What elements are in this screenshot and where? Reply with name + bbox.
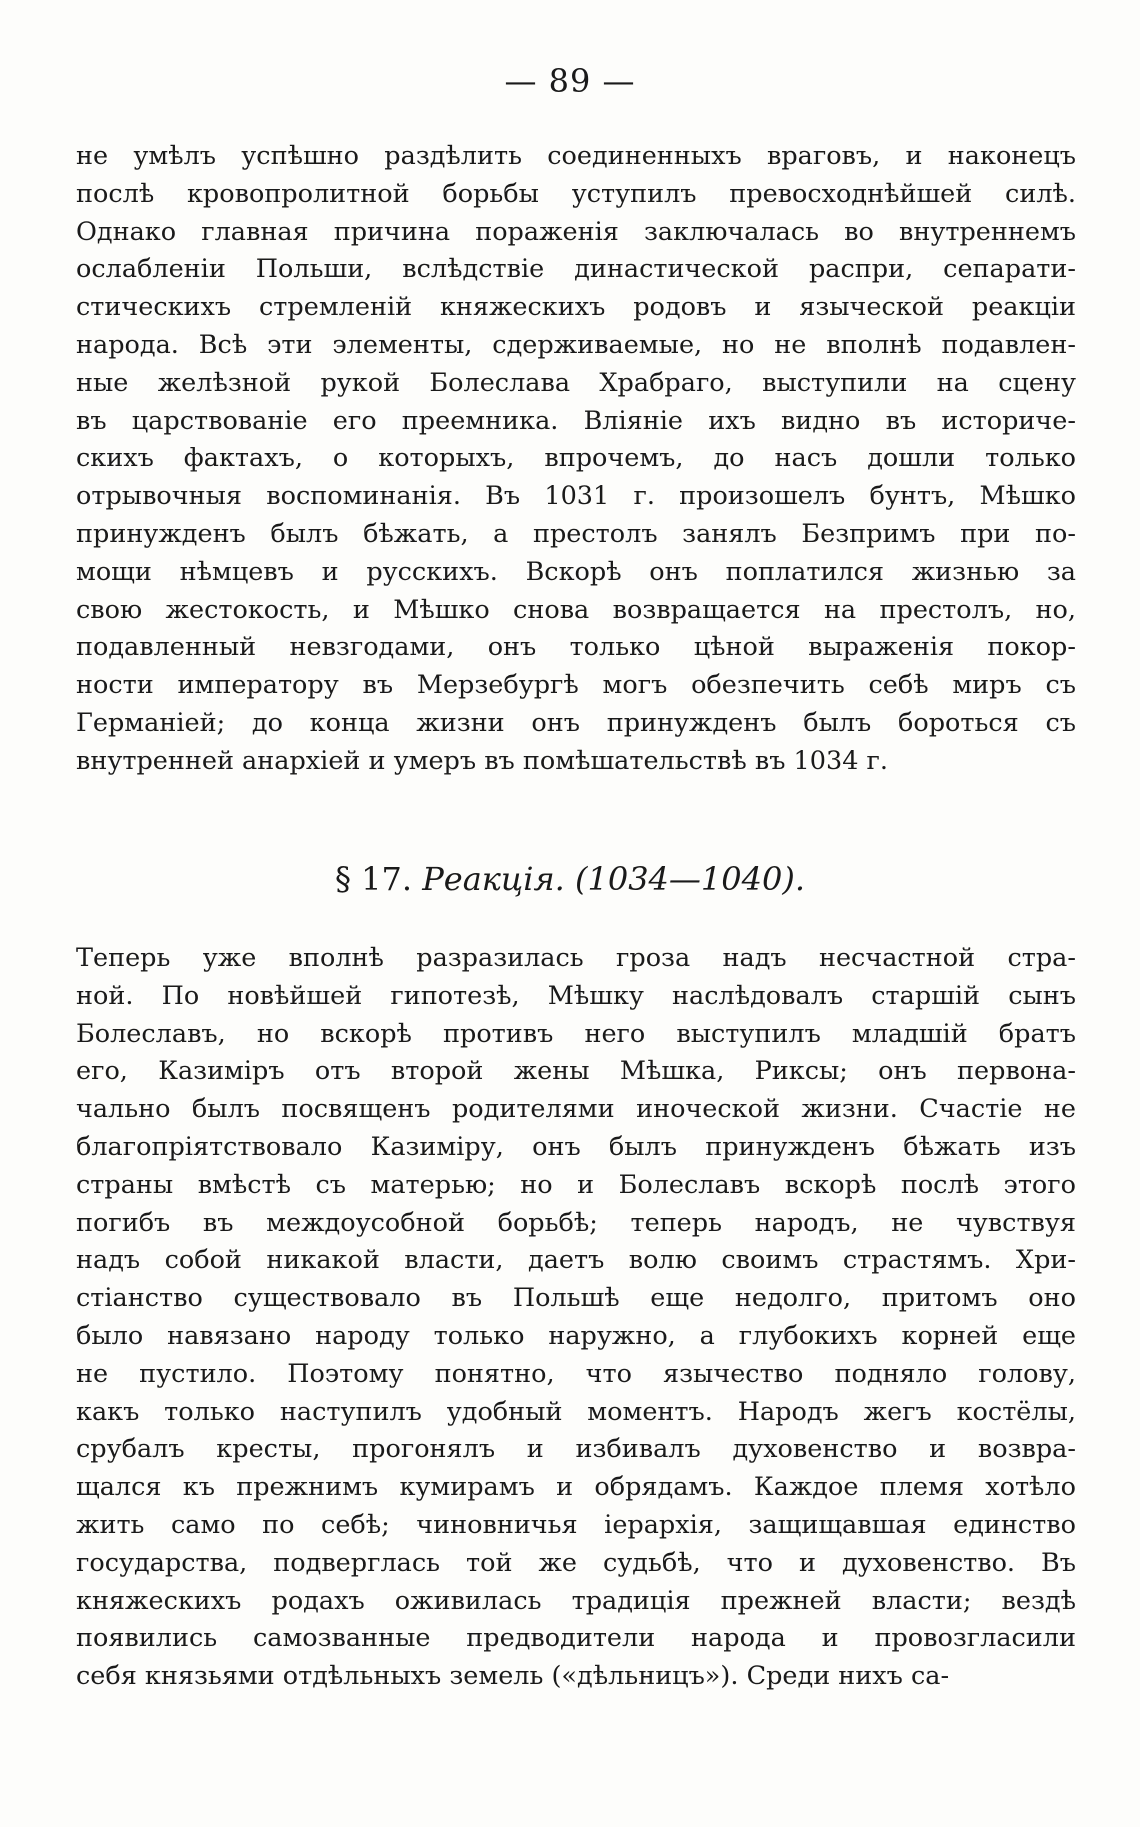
text-line: надъ собой никакой власти, даетъ волю своимъ страстямъ. Хри- [76,1245,1076,1276]
text-line: ные желѣзной рукой Болеслава Храбраго, выступили на сцену [76,367,1076,398]
paragraph-2 [76,940,1076,1696]
text-line: принужденъ былъ бѣжать, а престолъ занялъ Безпримъ при по- [76,518,1076,549]
text-line: не умѣлъ успѣшно раздѣлить соединенныхъ враговъ, и наконецъ [76,141,1076,171]
text-line: Однако главная причина пораженія заключалась во внутреннемъ [76,216,1076,247]
text-line: ослабленіи Польши, вслѣдствіе династической распри, сепарати- [76,254,1076,285]
page-number: — 89 — [504,62,636,100]
text-line: появились самозванные предводители народа и провозгласили [76,1623,1076,1654]
paragraph-1 [76,138,1076,781]
text-line: въ царствованіе его преемника. Вліяніе ихъ видно въ историче- [76,405,1076,436]
text-line: свою жестокость, и Мѣшко снова возвращается на престолъ, но, [76,594,1076,625]
text-line: ности императору въ Мерзебургѣ могъ обезпечить себѣ миръ съ [76,670,1076,701]
section-title: Реакція. (1034—1040). [422,860,805,898]
text-line: погибъ въ междоусобной борьбѣ; теперь народъ, не чувствуя [76,1207,1076,1238]
text-line: себя князьями отдѣльныхъ земель («дѣльницъ»). Среди нихъ са- [76,1661,950,1692]
text-line: Теперь уже вполнѣ разразилась гроза надъ несчастной стра- [76,943,1076,973]
text-line: какъ только наступилъ удобный моментъ. Народъ жегъ костёлы, [76,1396,1076,1427]
text-line: не пустило. Поэтому понятно, что язычество подняло голову, [76,1358,1076,1389]
text-line: жить само по себѣ; чиновничья іерархія, защищавшая единство [76,1509,1076,1540]
text-line: чально былъ посвященъ родителями иноческой жизни. Счастіе не [76,1094,1076,1125]
text-line: страны вмѣстѣ съ матерью; но и Болеславъ вскорѣ послѣ этого [76,1169,1076,1200]
text-line: ной. По новѣйшей гипотезѣ, Мѣшку наслѣдовалъ старшій сынъ [76,980,1076,1011]
text-line: Болеславъ, но вскорѣ противъ него выступилъ младшій братъ [76,1018,1076,1049]
text-line: благопріятствовало Казиміру, онъ былъ принужденъ бѣжать изъ [76,1131,1076,1162]
text-line: подавленный невзгодами, онъ только цѣной выраженія покор- [76,632,1076,663]
text-line: внутренней анархіей и умеръ въ помѣшательствѣ въ 1034 г. [76,745,889,776]
section-heading [0,860,1140,898]
text-line: послѣ кровопролитной борьбы уступилъ превосходнѣйшей силѣ. [76,178,1076,209]
text-line: народа. Всѣ эти элементы, сдерживаемые, но не вполнѣ подавлен- [76,329,1076,360]
text-line: стіанство существовало въ Польшѣ еще недолго, притомъ оно [76,1283,1076,1314]
text-line: мощи нѣмцевъ и русскихъ. Вскорѣ онъ поплатился жизнью за [76,556,1076,587]
text-line: срубалъ кресты, прогонялъ и избивалъ духовенство и возвра- [76,1434,1076,1465]
text-line: отрывочныя воспоминанія. Въ 1031 г. произошелъ бунтъ, Мѣшко [76,481,1076,512]
text-line: его, Казиміръ отъ второй жены Мѣшка, Риксы; онъ первона- [76,1056,1076,1087]
text-line: стическихъ стремленій княжескихъ родовъ и языческой реакціи [76,292,1076,323]
text-line: Германіей; до конца жизни онъ принужденъ былъ бороться съ [76,707,1076,738]
text-line: было навязано народу только наружно, а глубокихъ корней еще [76,1320,1076,1351]
text-line: щался къ прежнимъ кумирамъ и обрядамъ. Каждое племя хотѣло [76,1472,1076,1503]
section-number: § 17. [335,860,413,898]
text-line: скихъ фактахъ, о которыхъ, впрочемъ, до насъ дошли только [76,443,1076,474]
text-line: государства, подверглась той же судьбѣ, что и духовенство. Въ [76,1547,1076,1578]
text-line: княжескихъ родахъ оживилась традиція прежней власти; вездѣ [76,1585,1076,1616]
